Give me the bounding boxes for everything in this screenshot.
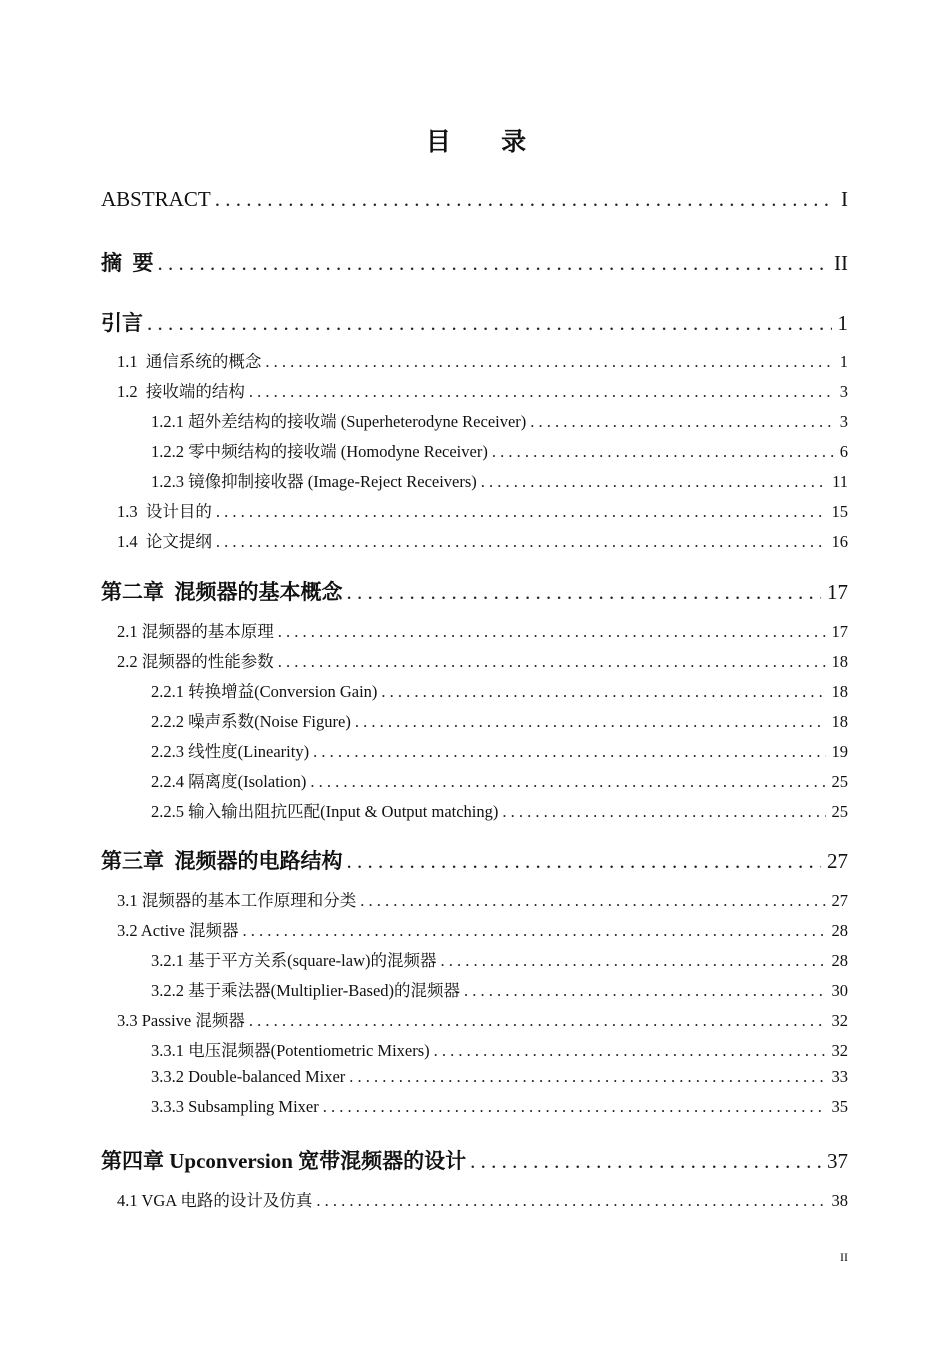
toc-entry-label: 1.4 论文提纲	[117, 532, 212, 551]
toc-entry-3-2[interactable]	[117, 917, 848, 941]
toc-entry-label: 1.2.1 超外差结构的接收端 (Superheterodyne Receiver)	[151, 412, 527, 431]
toc-entry-label: 2.2.3 线性度(Linearity)	[151, 742, 310, 761]
leader-dots	[481, 472, 826, 492]
toc-entry-page: 25	[831, 802, 848, 821]
leader-dots	[347, 849, 822, 874]
toc-entry-3-2-1[interactable]	[151, 947, 848, 971]
toc-entry-label: 3.2 Active 混频器	[117, 921, 239, 940]
leader-dots	[360, 891, 825, 911]
leader-dots	[278, 622, 826, 642]
leader-dots	[347, 580, 822, 605]
leader-dots	[158, 251, 829, 276]
toc-entry-2-2-3[interactable]	[151, 738, 848, 762]
toc-entry-label: 1.2 接收端的结构	[117, 382, 245, 401]
leader-dots	[316, 1191, 825, 1211]
toc-entry-page: 37	[827, 1149, 848, 1173]
toc-entry-1-3[interactable]	[117, 498, 848, 522]
toc-entry-2-2-2[interactable]	[151, 708, 848, 732]
toc-entry-label: 3.3.2 Double-balanced Mixer	[151, 1067, 346, 1086]
toc-entry-chinese-abstract[interactable]	[101, 247, 848, 277]
leader-dots	[492, 442, 834, 462]
leader-dots	[441, 951, 826, 971]
toc-entry-label: 1.2.3 镜像抑制接收器 (Image-Reject Receivers)	[151, 472, 477, 491]
toc-entry-label: 2.1 混频器的基本原理	[117, 622, 274, 641]
toc-entry-chapter-2[interactable]	[101, 576, 848, 606]
toc-entry-1-2-2[interactable]	[151, 438, 848, 462]
toc-entry-page: 28	[831, 921, 848, 940]
toc-entry-label: 3.3 Passive 混频器	[117, 1011, 245, 1030]
toc-entry-chapter-4[interactable]	[101, 1145, 848, 1175]
toc-entry-label: 第三章 混频器的电路结构	[101, 849, 343, 873]
toc-entry-page: 15	[831, 502, 848, 521]
toc-entry-1-2-3[interactable]	[151, 468, 848, 492]
toc-entry-2-2[interactable]	[117, 648, 848, 672]
toc-entry-2-1[interactable]	[117, 618, 848, 642]
toc-entry-page: 27	[831, 891, 848, 910]
leader-dots	[310, 772, 825, 792]
toc-entry-page: 17	[831, 622, 848, 641]
toc-entry-1-2[interactable]	[117, 378, 848, 402]
toc-entry-page: 16	[831, 532, 848, 551]
toc-entry-label: 第二章 混频器的基本概念	[101, 580, 343, 604]
leader-dots	[249, 382, 834, 402]
toc-entry-chapter-3[interactable]	[101, 845, 848, 875]
toc-entry-label: 1.3 设计目的	[117, 502, 212, 521]
leader-dots	[265, 352, 833, 372]
toc-entry-label: 2.2.5 输入输出阻抗匹配(Input & Output matching)	[151, 802, 499, 821]
toc-entry-1-4[interactable]	[117, 528, 848, 552]
toc-entry-page: 17	[827, 580, 848, 604]
toc-entry-page: 32	[831, 1041, 848, 1060]
toc-entry-page: 38	[831, 1191, 848, 1210]
toc-entry-label: 2.2 混频器的性能参数	[117, 652, 274, 671]
toc-entry-label: 2.2.4 隔离度(Isolation)	[151, 772, 307, 791]
leader-dots	[323, 1097, 826, 1117]
toc-entry-page: 35	[831, 1097, 848, 1116]
toc-entry-page: 18	[831, 652, 848, 671]
leader-dots	[530, 412, 833, 432]
toc-entry-label: 引言	[101, 311, 143, 335]
toc-entry-page: 18	[831, 712, 848, 731]
toc-entry-3-3-1[interactable]	[151, 1037, 848, 1061]
toc-entry-page: 6	[839, 442, 848, 461]
toc-entry-page: 1	[837, 311, 848, 335]
toc-entry-page: 18	[831, 682, 848, 701]
toc-entry-page: 25	[831, 772, 848, 791]
toc-entry-3-1[interactable]	[117, 887, 848, 911]
leader-dots	[313, 742, 825, 762]
toc-entry-4-1[interactable]	[117, 1187, 848, 1211]
toc-entry-3-3[interactable]	[117, 1007, 848, 1031]
leader-dots	[355, 712, 826, 732]
footer-page-number: II	[840, 1250, 848, 1264]
toc-entry-page: 11	[832, 472, 848, 491]
toc-entry-page: 28	[831, 951, 848, 970]
toc-entry-2-2-4[interactable]	[151, 768, 848, 792]
toc-entry-page: 3	[839, 412, 848, 431]
toc-entry-3-3-3[interactable]	[151, 1097, 848, 1121]
toc-entry-page: II	[834, 251, 848, 275]
leader-dots	[464, 981, 825, 1001]
leader-dots	[216, 532, 826, 552]
toc-entry-label: 1.1 通信系统的概念	[117, 352, 262, 371]
toc-entry-page: 1	[839, 352, 848, 371]
leader-dots	[502, 802, 825, 822]
toc-entry-label: 3.1 混频器的基本工作原理和分类	[117, 891, 357, 910]
toc-entry-label: 3.2.1 基于平方关系(square-law)的混频器	[151, 951, 437, 970]
toc-entry-page: 19	[831, 742, 848, 761]
toc-entry-1-1[interactable]	[117, 348, 848, 372]
toc-entry-1-2-1[interactable]	[151, 408, 848, 432]
toc-entry-3-3-2[interactable]	[151, 1067, 848, 1091]
toc-entry-label: 4.1 VGA 电路的设计及仿真	[117, 1191, 313, 1210]
toc-entry-label: 摘 要	[101, 251, 154, 275]
leader-dots	[470, 1149, 821, 1174]
toc-entry-label: 第四章 Upconversion 宽带混频器的设计	[101, 1149, 467, 1173]
leader-dots	[216, 502, 826, 522]
leader-dots	[278, 652, 826, 672]
toc-entry-label: 3.2.2 基于乘法器(Multiplier-Based)的混频器	[151, 981, 461, 1000]
toc-entry-abstract[interactable]	[101, 187, 848, 217]
leader-dots	[381, 682, 825, 702]
leader-dots	[249, 1011, 826, 1031]
toc-entry-label: 3.3.1 电压混频器(Potentiometric Mixers)	[151, 1041, 430, 1060]
toc-entry-3-2-2[interactable]	[151, 977, 848, 1001]
leader-dots	[434, 1041, 826, 1061]
leader-dots	[242, 921, 825, 941]
toc-entry-page: I	[841, 187, 848, 211]
page-title: 目 录	[425, 129, 549, 156]
toc-entry-2-2-1[interactable]	[151, 678, 848, 702]
toc-entry-label: 3.3.3 Subsampling Mixer	[151, 1097, 319, 1116]
toc-entry-introduction[interactable]	[101, 307, 848, 337]
toc-entry-page: 30	[831, 981, 848, 1000]
leader-dots	[349, 1067, 825, 1087]
toc-entry-label: 1.2.2 零中频结构的接收端 (Homodyne Receiver)	[151, 442, 488, 461]
leader-dots	[147, 311, 832, 336]
toc-entry-label: 2.2.1 转换增益(Conversion Gain)	[151, 682, 378, 701]
toc-entry-label: 2.2.2 噪声系数(Noise Figure)	[151, 712, 351, 731]
toc-entry-2-2-5[interactable]	[151, 798, 848, 822]
toc-entry-page: 32	[831, 1011, 848, 1030]
toc-entry-label: ABSTRACT	[101, 187, 211, 211]
toc-entry-page: 3	[839, 382, 848, 401]
toc-entry-page: 33	[831, 1067, 848, 1086]
leader-dots	[215, 187, 835, 212]
toc-entry-page: 27	[827, 849, 848, 873]
